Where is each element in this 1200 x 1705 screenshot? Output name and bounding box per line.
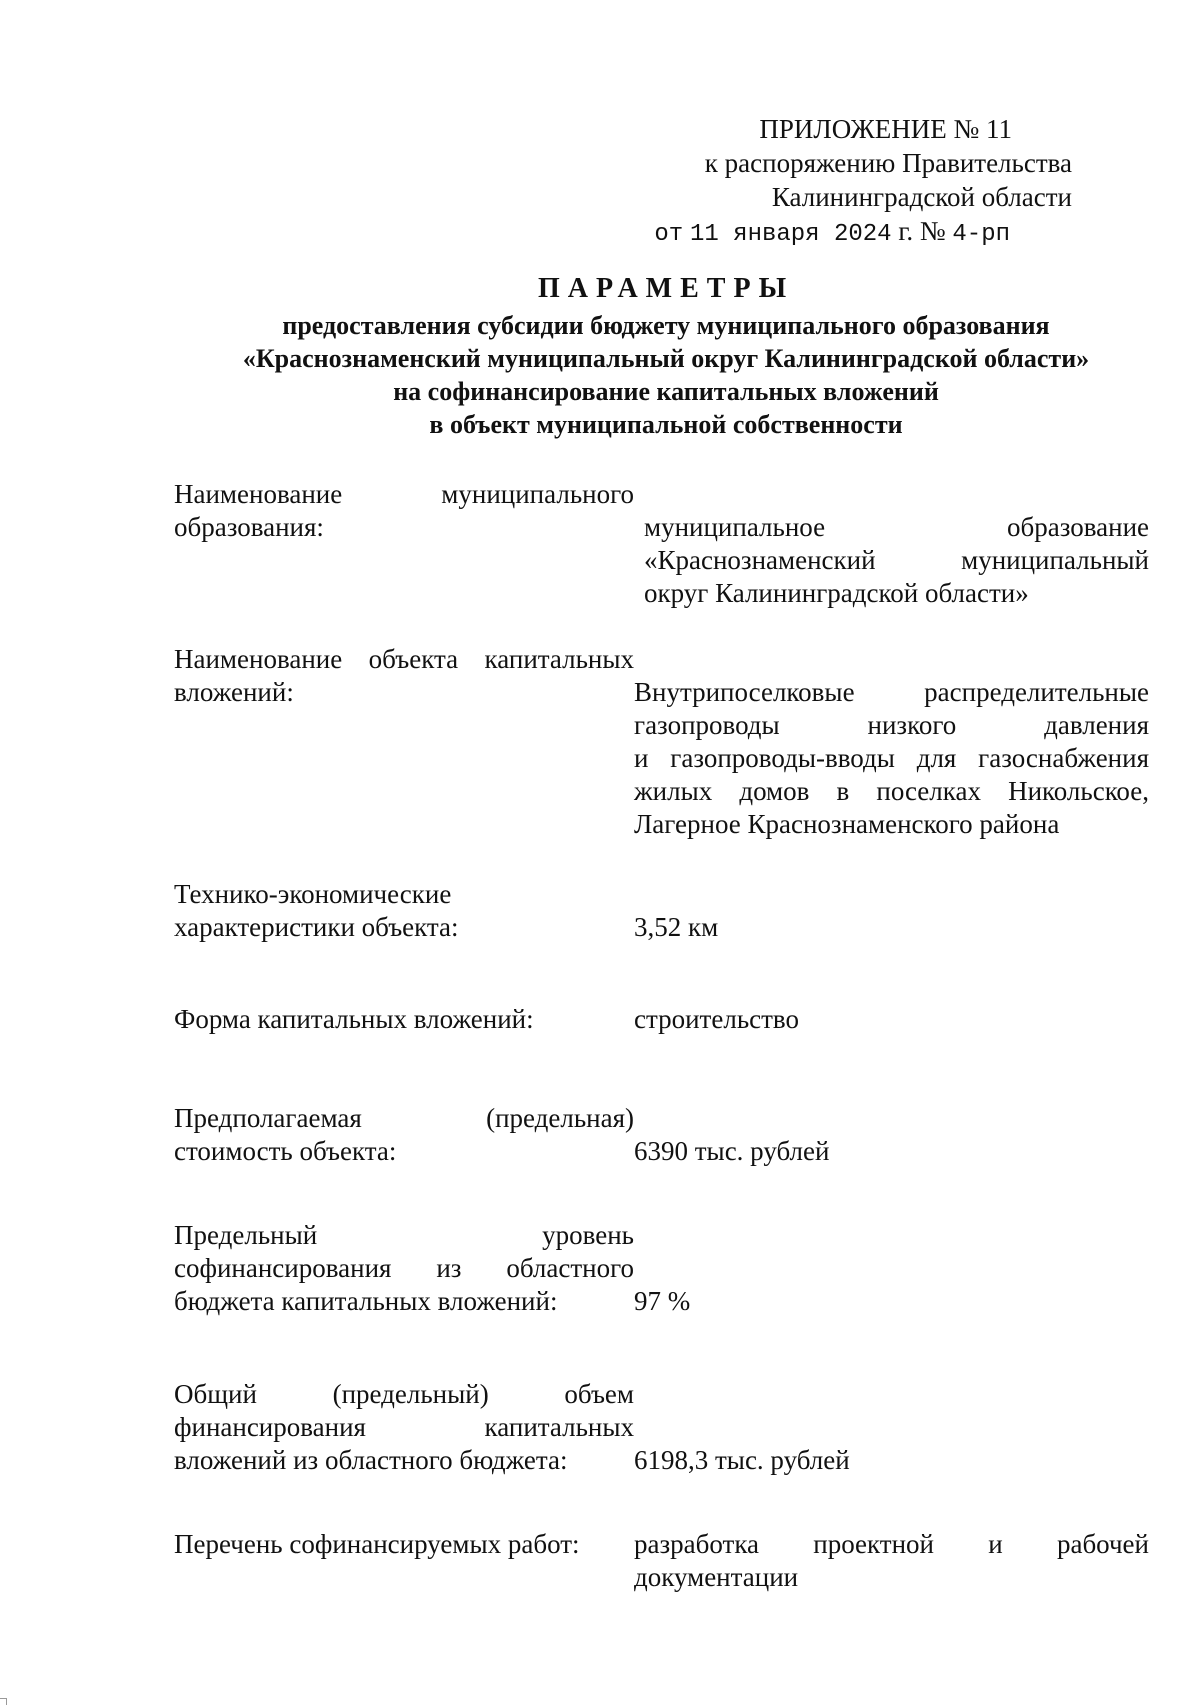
document-title: ПАРАМЕТРЫ [537, 273, 795, 304]
appendix-date-line [572, 214, 1072, 252]
subtitle-line-3: на софинансирование капитальных вложений [393, 377, 939, 406]
param-value: строительство [634, 1004, 799, 1034]
param-value: 6198,3 тыс. рублей [634, 1445, 850, 1475]
document-number: 4-рп [952, 221, 1010, 248]
scan-corner-mark [0, 1698, 7, 1705]
param-value: 6390 тыс. рублей [634, 1136, 830, 1166]
date-prefix: от [654, 221, 684, 248]
appendix-reference: к распоряжению Правительства [704, 148, 1072, 178]
param-label: Общий (предельный) объем финансирования капитальных вложений из областного бюджета: [174, 1379, 634, 1475]
document-title-block [0, 272, 1200, 441]
number-label: г. № [898, 216, 946, 246]
appendix-number: ПРИЛОЖЕНИЕ № 11 [759, 114, 1012, 144]
param-value: Внутрипоселковые распределительные газопроводы низкого давления и газопроводы-вводы для газоснабжения жилых домов в поселках Никольское, Лагерное Краснознаменского района [634, 677, 1149, 839]
param-label: Наименование муниципального образования: [174, 479, 634, 542]
param-value: разработка проектной и рабочей документации [634, 1529, 1149, 1592]
param-label: Предполагаемая (предельная) стоимость объекта: [174, 1103, 634, 1166]
param-label: Технико-экономические характеристики объекта: [174, 879, 459, 942]
subtitle-line-1: предоставления субсидии бюджету муниципального образования [282, 311, 1050, 340]
param-label: Наименование объекта капитальных вложений: [174, 644, 634, 707]
appendix-region: Калининградской области [771, 182, 1072, 212]
param-value: 3,52 км [634, 912, 719, 942]
subtitle-line-4: в объект муниципальной собственности [429, 410, 903, 439]
appendix-header [572, 112, 1072, 252]
param-value: 97 % [634, 1286, 691, 1316]
document-date: 11 января 2024 [689, 221, 892, 248]
param-label: Форма капитальных вложений: [174, 1004, 534, 1034]
param-label: Перечень софинансируемых работ: [174, 1529, 580, 1559]
subtitle-line-2: «Краснознаменский муниципальный округ Калининградской области» [242, 344, 1090, 373]
param-value: муниципальное образование «Краснознаменский муниципальный округ Калининградской области» [644, 512, 1149, 608]
param-label: Предельный уровень софинансирования из областного бюджета капитальных вложений: [174, 1220, 634, 1316]
